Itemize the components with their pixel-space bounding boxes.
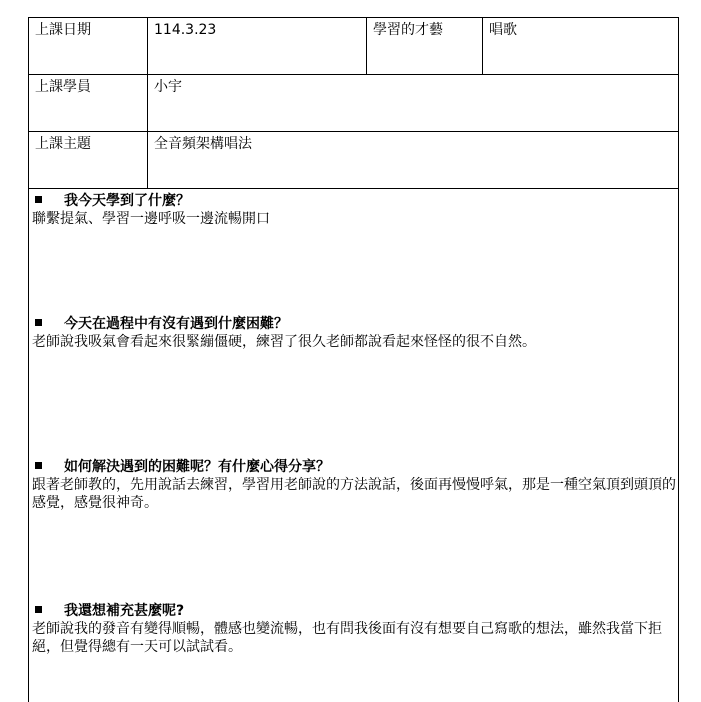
section-question: 我今天學到了什麼？ [29, 192, 678, 210]
section-question: 我還想補充甚麼呢? [29, 602, 678, 620]
topic-value: 全音頻架構唱法 [154, 136, 252, 152]
talent-value: 唱歌 [489, 22, 517, 38]
square-bullet-icon [35, 606, 42, 613]
column-divider [482, 17, 483, 74]
column-divider [366, 17, 367, 74]
section-answer: 老師說我吸氣會看起來很緊繃僵硬，練習了很久老師都說看起來怪怪的很不自然。 [32, 334, 536, 350]
date-label: 上課日期 [35, 22, 91, 38]
square-bullet-icon [35, 462, 42, 469]
talent-label: 學習的才藝 [373, 22, 443, 38]
student-value: 小宇 [154, 79, 182, 95]
date-value: 114.3.23 [154, 22, 217, 38]
square-bullet-icon [35, 196, 42, 203]
section-question: 如何解決遇到的困難呢？有什麼心得分享？ [29, 458, 678, 476]
student-label: 上課學員 [35, 79, 91, 95]
column-divider [147, 17, 148, 188]
topic-label: 上課主題 [35, 136, 91, 152]
section-answer: 聯繫提氣、學習一邊呼吸一邊流暢開口 [32, 211, 270, 227]
section-answer: 老師說我的發音有變得順暢，體感也變流暢，也有問我後面有沒有想要自己寫歌的想法，雖然我當下拒絕，但覺得總有一天可以試試看。 [32, 621, 662, 655]
row-divider [29, 74, 678, 75]
row-divider [29, 188, 678, 189]
square-bullet-icon [35, 319, 42, 326]
learning-record-form [28, 17, 679, 702]
section-answer: 跟著老師教的，先用說話去練習，學習用老師說的方法說話，後面再慢慢呼氣，那是一種空氣頂到頭頂的感覺，感覺很神奇。 [32, 477, 676, 511]
table-border-top [29, 17, 678, 18]
row-divider [29, 131, 678, 132]
section-question: 今天在過程中有沒有遇到什麼困難？ [29, 315, 678, 333]
